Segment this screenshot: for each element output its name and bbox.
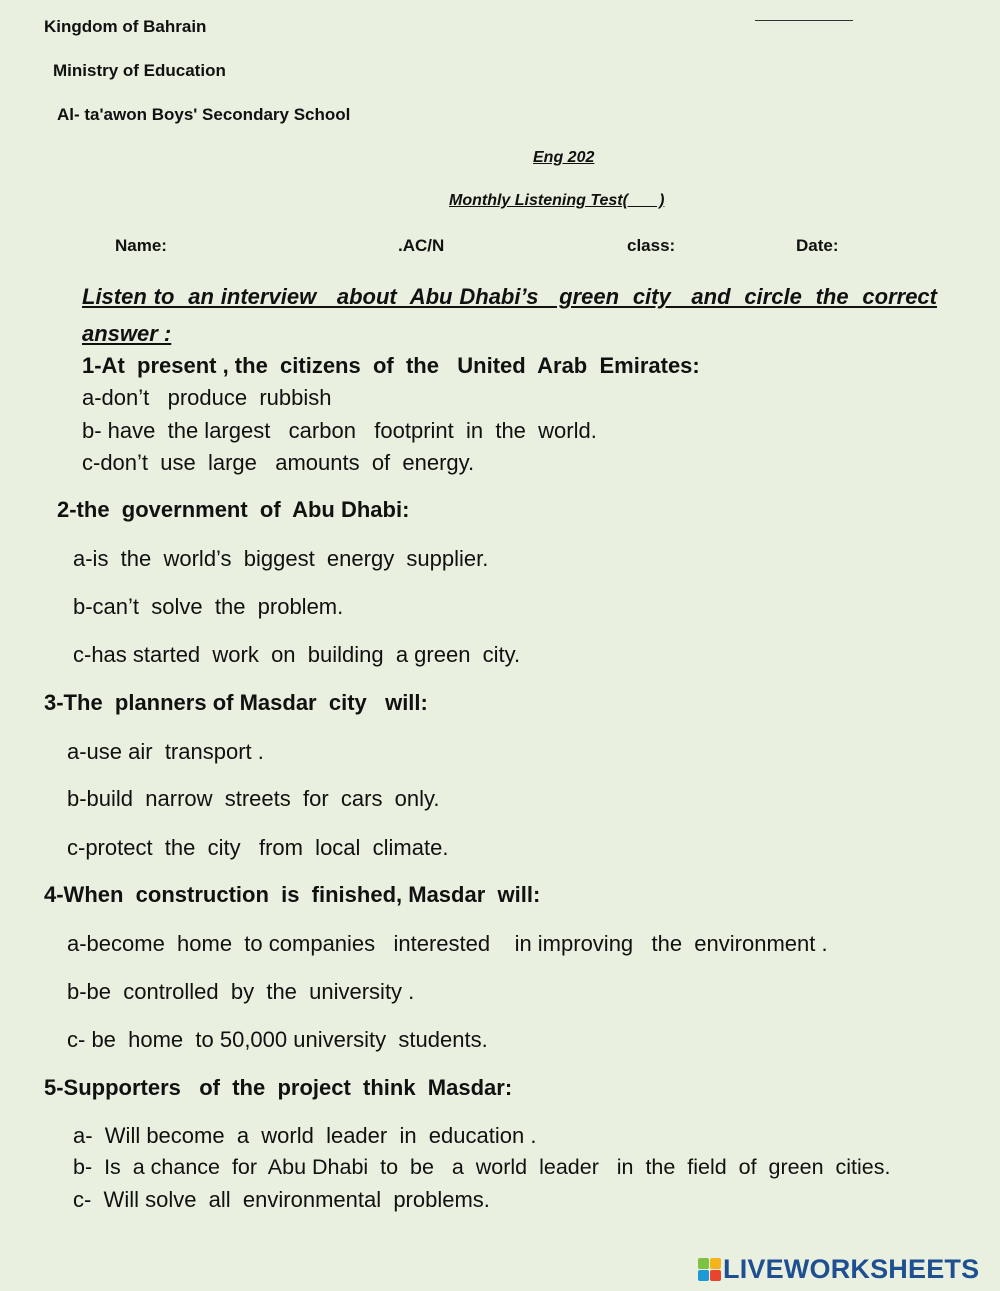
q4-option-b[interactable]: b-be controlled by the university . — [67, 979, 415, 1004]
liveworksheets-logo-text: LIVEWORKSHEETS — [723, 1254, 980, 1284]
q5-option-a[interactable]: a- Will become a world leader in education . — [73, 1123, 537, 1148]
question-1: 1-At present , the citizens of the United Arab Emirates: — [82, 353, 700, 378]
q2-option-b[interactable]: b-can’t solve the problem. — [73, 594, 344, 619]
question-5: 5-Supporters of the project think Masdar: — [44, 1075, 513, 1100]
q5-option-c[interactable]: c- Will solve all environmental problems. — [73, 1187, 490, 1212]
liveworksheets-logo-icon — [698, 1258, 721, 1281]
q2-option-c[interactable]: c-has started work on building a green city. — [73, 642, 521, 667]
q3-option-c[interactable]: c-protect the city from local climate. — [67, 835, 449, 860]
instruction-line-2: answer : — [82, 321, 172, 346]
acn-label: .AC/N — [398, 236, 445, 255]
q2-option-a[interactable]: a-is the world’s biggest energy supplier. — [73, 546, 489, 571]
q1-option-b[interactable]: b- have the largest carbon footprint in the world. — [82, 418, 597, 443]
q1-option-a[interactable]: a-don’t produce rubbish — [82, 385, 332, 410]
date-label: Date: — [796, 236, 839, 255]
kingdom-label: Kingdom of Bahrain — [44, 17, 207, 36]
q3-option-b[interactable]: b-build narrow streets for cars only. — [67, 786, 440, 811]
name-label: Name: — [115, 236, 167, 255]
liveworksheets-logo — [698, 1254, 979, 1285]
instruction — [82, 278, 937, 352]
question-3: 3-The planners of Masdar city will: — [44, 690, 428, 715]
q5-option-b[interactable]: b- Is a chance for Abu Dhabi to be a world leader in the field of green cities. — [73, 1155, 891, 1179]
q4-option-c[interactable]: c- be home to 50,000 university students. — [67, 1027, 488, 1052]
q4-option-a[interactable]: a-become home to companies interested in improving the environment . — [67, 931, 828, 956]
class-label: class: — [627, 236, 676, 255]
instruction-line-1: Listen to an interview about Abu Dhabi’s green city and circle the correct — [82, 284, 937, 309]
course-code: Eng 202 — [533, 149, 595, 166]
ministry-label: Ministry of Education — [53, 61, 226, 80]
blank-line — [755, 20, 853, 21]
question-2: 2-the government of Abu Dhabi: — [57, 497, 410, 522]
school-label: Al- ta'awon Boys' Secondary School — [57, 105, 351, 124]
test-title: Monthly Listening Test( ) — [449, 192, 665, 209]
q1-option-c[interactable]: c-don’t use large amounts of energy. — [82, 450, 475, 475]
q3-option-a[interactable]: a-use air transport . — [67, 739, 264, 764]
question-4: 4-When construction is finished, Masdar will: — [44, 882, 541, 907]
